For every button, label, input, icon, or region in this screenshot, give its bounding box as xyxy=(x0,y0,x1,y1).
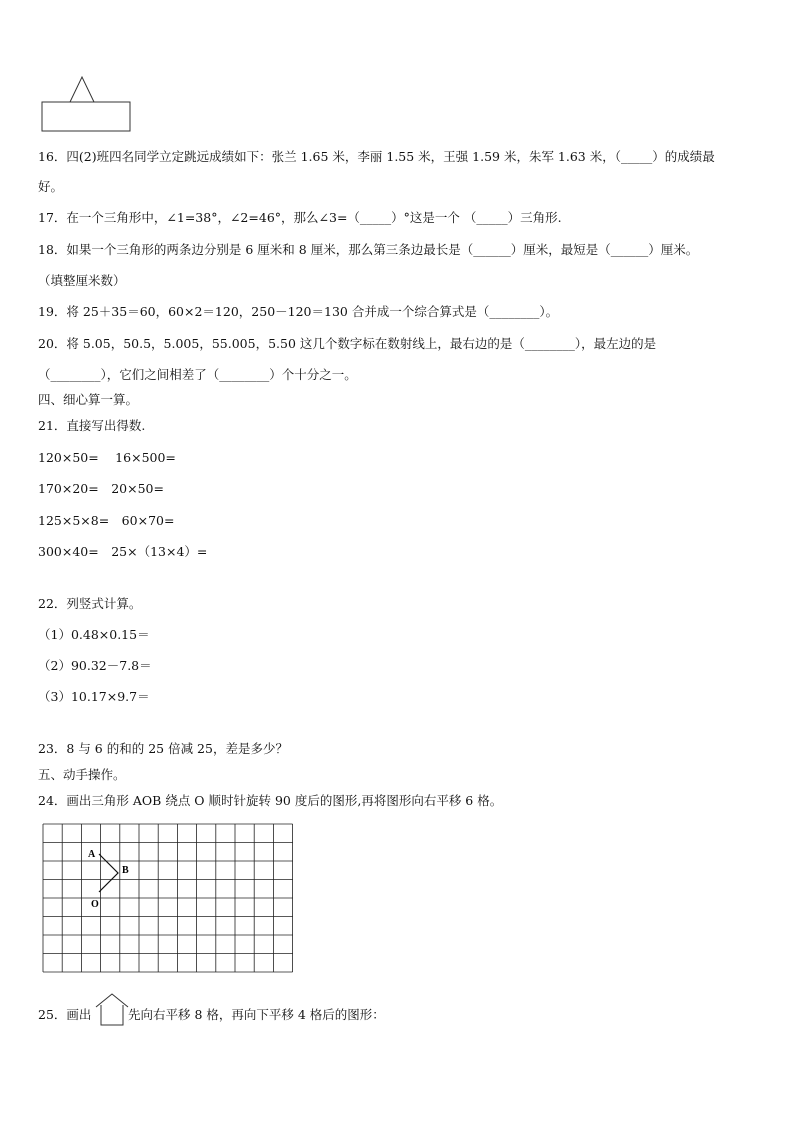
label-b: B xyxy=(122,865,129,876)
square-grid xyxy=(40,821,300,975)
question-25-suffix: 先向右平移 8 格，再向下平移 4 格后的图形： xyxy=(128,1007,385,1022)
question-18-line1: 18．如果一个三角形的两条边分别是 6 厘米和 8 厘米，那么第三条边最长是（______）厘米，最短是（______）厘米。 xyxy=(38,242,699,257)
section-5-heading: 五、动手操作。 xyxy=(38,767,126,782)
grid-lines xyxy=(43,824,293,972)
calc-row-1: 120×50= 16×500= xyxy=(38,450,176,465)
label-o: O xyxy=(91,899,99,910)
question-16-line1: 16．四(2)班四名同学立定跳远成绩如下：张兰 1.65 米，李丽 1.55 米，王强 1.59 米，朱军 1.63 米，（_____）的成绩最 xyxy=(38,149,715,164)
question-21: 21．直接写出得数. xyxy=(38,418,146,433)
question-20-line2: （________），它们之间相差了（________）个十分之一。 xyxy=(38,367,357,382)
question-18-line2: （填整厘米数） xyxy=(38,273,126,288)
question-24: 24．画出三角形 AOB 绕点 O 顺时针旋转 90 度后的图形,再将图形向右平移 6 格。 xyxy=(38,793,503,808)
question-19: 19．将 25＋35＝60，60×2＝120，250－120＝130 合并成一个综合算式是（________）。 xyxy=(38,304,559,319)
question-23: 23．8 与 6 的和的 25 倍减 25，差是多少？ xyxy=(38,741,288,756)
house-figure-small xyxy=(92,991,132,1027)
question-20-line1: 20．将 5.05，50.5，5.005，55.005，5.50 这几个数字标在数射线上，最右边的是（________），最左边的是 xyxy=(38,336,657,351)
section-4-heading: 四、细心算一算。 xyxy=(38,392,139,407)
question-22: 22．列竖式计算。 xyxy=(38,596,142,611)
calc-row-3: 125×5×8= 60×70= xyxy=(38,513,175,528)
question-22-part-2: （2）90.32－7.8＝ xyxy=(38,658,152,673)
triangle-aob xyxy=(99,854,118,892)
calc-row-2: 170×20= 20×50= xyxy=(38,481,164,496)
question-22-part-1: （1）0.48×0.15＝ xyxy=(38,627,150,642)
question-17: 17．在一个三角形中，∠1=38°，∠2=46°，那么∠3=（_____）°这是一个 （_____）三角形. xyxy=(38,210,562,225)
calc-row-4: 300×40= 25×（13×4）= xyxy=(38,544,208,559)
question-25-prefix: 25．画出 xyxy=(38,1007,92,1022)
question-22-part-3: （3）10.17×9.7＝ xyxy=(38,689,150,704)
question-16-line2: 好。 xyxy=(38,179,64,194)
label-a: A xyxy=(88,849,96,860)
house-figure-top xyxy=(40,74,134,134)
